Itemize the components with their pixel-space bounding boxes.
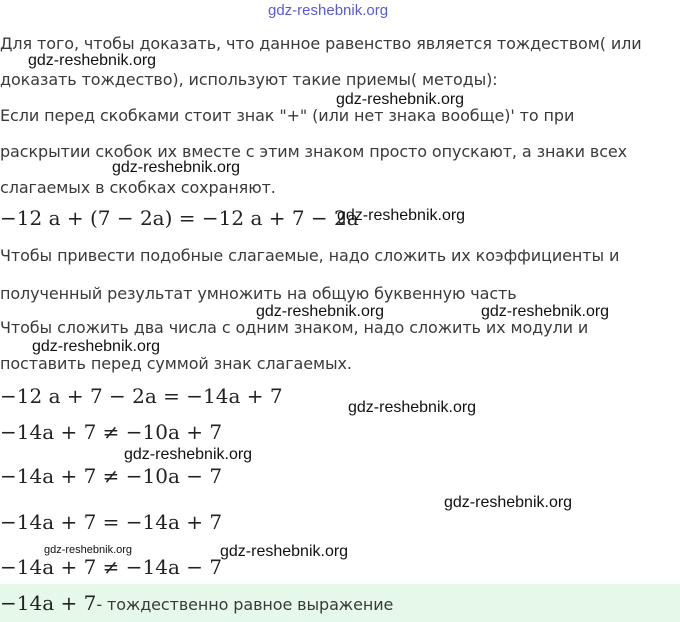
- rule3-line-1: Чтобы сложить два числа с одним знаком, надо сложить их модули и: [0, 318, 589, 337]
- watermark: gdz-reshebnik.org: [256, 303, 385, 320]
- watermark-small: gdz-reshebnik.org: [44, 544, 133, 556]
- equation-6: −14a + 7 ≠ −14a − 7: [0, 555, 223, 579]
- equation-1: −12 a + (7 − 2a) = −12 a + 7 − 2a: [0, 206, 359, 230]
- rule1-line-1: Если перед скобками стоит знак "+" (или нет знака вообще)' то при: [0, 106, 575, 125]
- watermark: gdz-reshebnik.org: [124, 446, 253, 463]
- intro-line-2: доказать тождество), используют такие приемы( методы):: [0, 70, 498, 89]
- header-watermark: gdz-reshebnik.org: [268, 2, 389, 19]
- watermark: gdz-reshebnik.org: [337, 207, 466, 224]
- rule2-line-1: Чтобы привести подобные слагаемые, надо сложить их коэффициенты и: [0, 246, 620, 265]
- watermark: gdz-reshebnik.org: [481, 303, 610, 320]
- watermark: gdz-reshebnik.org: [336, 91, 465, 108]
- watermark: gdz-reshebnik.org: [28, 52, 157, 69]
- intro-line-1: Для того, чтобы доказать, что данное равенство является тождеством( или: [0, 34, 642, 53]
- rule2-line-2: полученный результат умножить на общую буквенную часть: [0, 284, 517, 303]
- conclusion-math: −14a + 7: [0, 591, 97, 615]
- watermark: gdz-reshebnik.org: [220, 543, 349, 560]
- rule1-line-3: слагаемых в скобках сохраняют.: [0, 178, 276, 197]
- equation-2: −12 a + 7 − 2a = −14a + 7: [0, 384, 283, 408]
- equation-4: −14a + 7 ≠ −10a − 7: [0, 464, 223, 488]
- equation-5: −14a + 7 = −14a + 7: [0, 510, 223, 534]
- watermark: gdz-reshebnik.org: [112, 159, 241, 176]
- rule3-line-2: поставить перед суммой знак слагаемых.: [0, 354, 352, 373]
- conclusion-line: [0, 591, 393, 615]
- watermark: gdz-reshebnik.org: [348, 399, 477, 416]
- conclusion-text: - тождественно равное выражение: [96, 595, 394, 614]
- rule1-line-2: раскрытии скобок их вместе с этим знаком просто опускают, а знаки всех: [0, 142, 628, 161]
- watermark: gdz-reshebnik.org: [32, 338, 161, 355]
- watermark: gdz-reshebnik.org: [444, 494, 573, 511]
- equation-3: −14a + 7 ≠ −10a + 7: [0, 420, 223, 444]
